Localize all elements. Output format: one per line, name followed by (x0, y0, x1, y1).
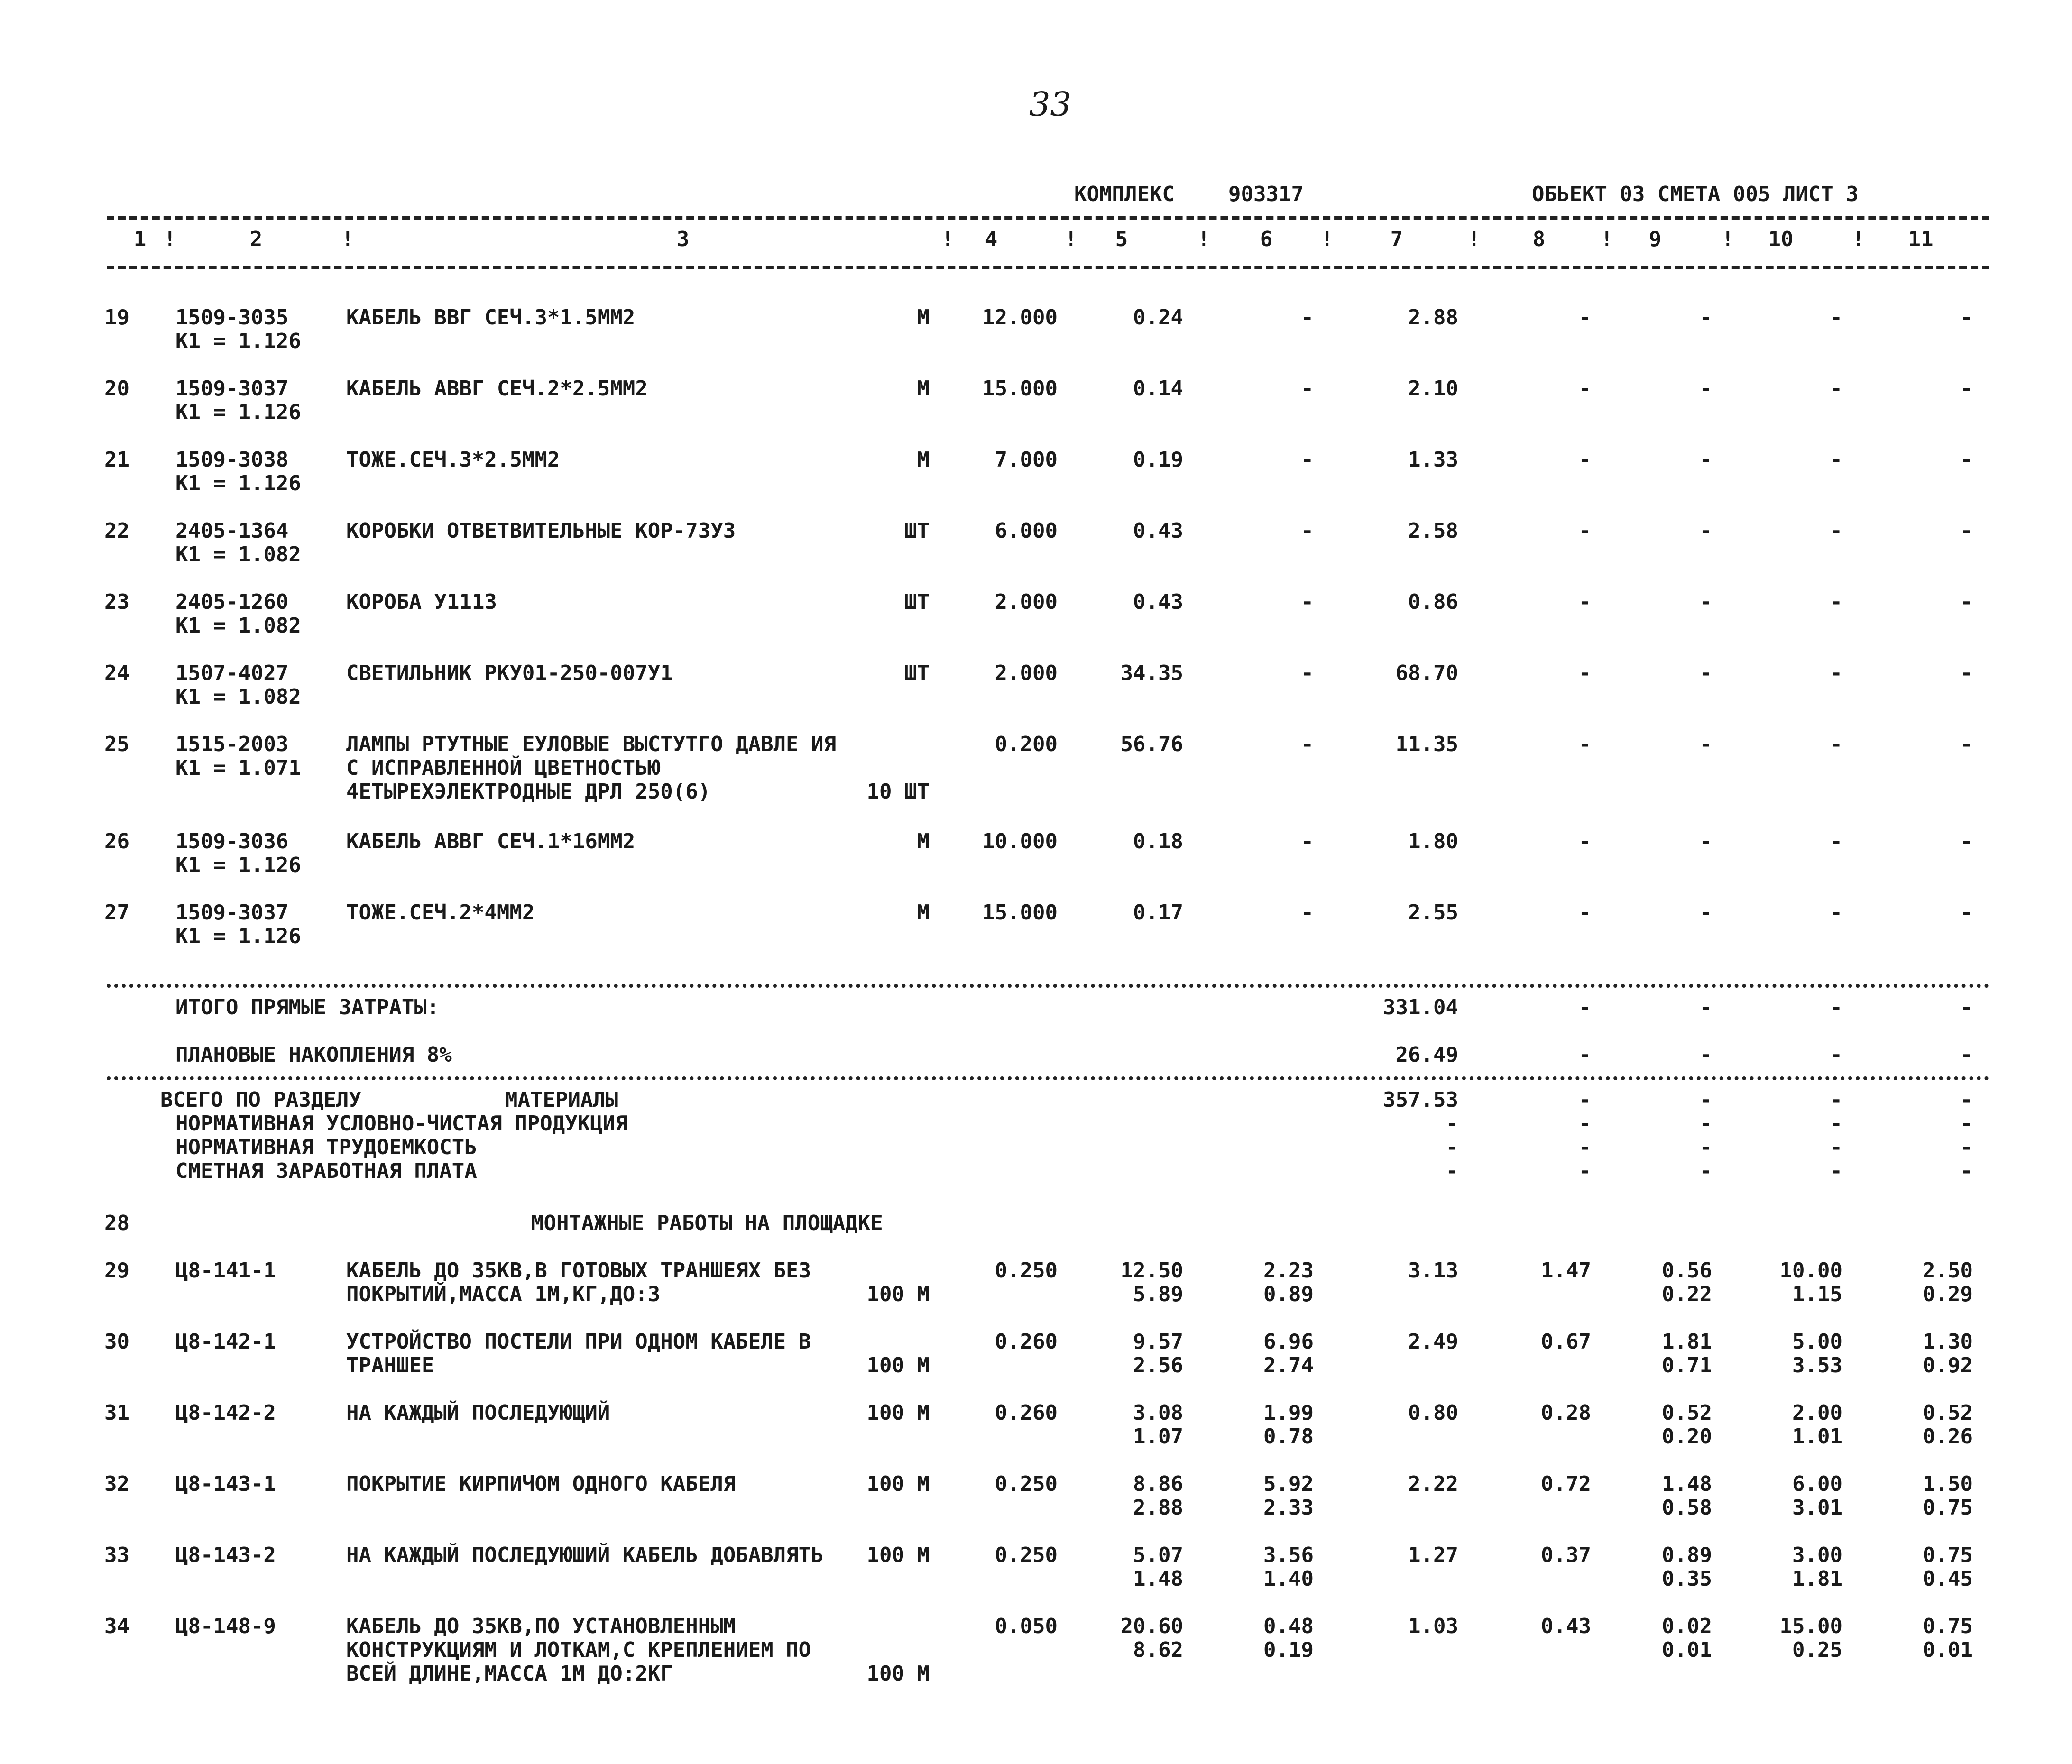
item-row-23-c7: 0.86 (1408, 590, 1458, 614)
total-planned-c9: - (1699, 1043, 1712, 1067)
work-row-34-c5: 20.60 (1120, 1614, 1183, 1638)
work-row-32-c9: 0.58 (1662, 1496, 1712, 1520)
work-row-34-c9: 0.01 (1662, 1638, 1712, 1662)
work-row-33-c4: 0.250 (995, 1543, 1058, 1567)
section-subtotal-2-c8: - (1578, 1135, 1591, 1159)
item-row-22-c7: 2.58 (1408, 519, 1458, 543)
item-row-23-c9: - (1699, 590, 1712, 614)
work-row-33-c9: 0.35 (1662, 1567, 1712, 1591)
item-row-27-c9: - (1699, 900, 1712, 925)
item-row-19-description: КАБЕЛЬ ВВГ СЕЧ.3*1.5ММ2 (346, 305, 635, 330)
work-row-31-c5: 1.07 (1133, 1424, 1183, 1449)
item-row-27-unit: М (917, 900, 930, 925)
work-row-34-c11: 0.75 (1923, 1614, 1973, 1638)
work-row-29-unit: 100 М (866, 1282, 930, 1306)
item-row-25-code: 1515-2003 (175, 732, 289, 756)
column-header-4: 4 (985, 227, 998, 251)
work-row-32-unit: 100 М (866, 1472, 930, 1496)
item-row-19-c9: - (1699, 305, 1712, 330)
work-row-33-c11: 0.75 (1923, 1543, 1973, 1567)
item-row-22-c11: - (1960, 519, 1973, 543)
work-row-31-c4: 0.260 (995, 1401, 1058, 1425)
total-planned-c11: - (1960, 1043, 1973, 1067)
complex-number: 903317 (1228, 182, 1304, 206)
header-rule-top (107, 216, 1989, 220)
column-separator: ! (1852, 227, 1865, 251)
column-header-7: 7 (1390, 227, 1403, 251)
item-row-26-unit: М (917, 829, 930, 854)
work-row-32-code: Ц8-143-1 (175, 1472, 276, 1496)
work-row-32-c9: 1.48 (1662, 1472, 1712, 1496)
total-direct-c7: 331.04 (1383, 995, 1458, 1020)
item-row-22-unit: ШТ (904, 519, 930, 543)
work-row-31-code: Ц8-142-2 (175, 1401, 276, 1425)
work-row-30-c11: 0.92 (1923, 1353, 1973, 1378)
total-direct-c11: - (1960, 995, 1973, 1020)
item-row-22-number: 22 (104, 519, 129, 543)
section-subtotal-1-c7: - (1446, 1112, 1458, 1136)
item-row-21-description: ТОЖЕ.СЕЧ.3*2.5ММ2 (346, 448, 560, 472)
work-row-29-c10: 10.00 (1779, 1259, 1842, 1283)
column-header-9: 9 (1648, 227, 1662, 251)
item-row-25-c10: - (1830, 732, 1842, 756)
section-subtotal-3-c8: - (1578, 1159, 1591, 1183)
work-row-31-c10: 2.00 (1792, 1401, 1842, 1425)
section-subtotal-3-label: СМЕТНАЯ ЗАРАБОТНАЯ ПЛАТА (175, 1159, 477, 1183)
work-row-33-c7: 1.27 (1408, 1543, 1458, 1567)
column-separator: ! (1468, 227, 1481, 251)
work-row-32-c4: 0.250 (995, 1472, 1058, 1496)
item-row-24-coefficient: K1 = 1.082 (175, 685, 301, 709)
item-row-25-number: 25 (104, 732, 129, 756)
work-row-34-c6: 0.48 (1263, 1614, 1314, 1638)
item-row-23-number: 23 (104, 590, 129, 614)
item-row-26-c6: - (1301, 829, 1314, 854)
item-row-27-c6: - (1301, 900, 1314, 925)
item-row-23-coefficient: K1 = 1.082 (175, 614, 301, 638)
item-row-23-c6: - (1301, 590, 1314, 614)
work-row-32-c7: 2.22 (1408, 1472, 1458, 1496)
item-row-25-coefficient: K1 = 1.071 (175, 756, 301, 780)
work-row-31-c5: 3.08 (1133, 1401, 1183, 1425)
item-row-27-code: 1509-3037 (175, 900, 289, 925)
item-row-20-c4: 15.000 (982, 377, 1058, 401)
item-row-26-number: 26 (104, 829, 129, 854)
work-row-30-c6: 2.74 (1263, 1353, 1314, 1378)
item-row-22-c6: - (1301, 519, 1314, 543)
work-row-30-c5: 9.57 (1133, 1330, 1183, 1354)
work-row-32-number: 32 (104, 1472, 129, 1496)
column-header-10: 10 (1768, 227, 1794, 251)
work-row-32-description: ПОКРЫТИЕ КИРПИЧОМ ОДНОГО КАБЕЛЯ (346, 1472, 736, 1496)
work-row-33-c11: 0.45 (1923, 1567, 1973, 1591)
work-row-29-number: 29 (104, 1259, 129, 1283)
work-row-32-c10: 3.01 (1792, 1496, 1842, 1520)
total-planned-label: ПЛАНОВЫЕ НАКОПЛЕНИЯ 8% (175, 1043, 452, 1067)
total-planned-c10: - (1830, 1043, 1842, 1067)
column-separator: ! (1601, 227, 1613, 251)
item-row-21-unit: М (917, 448, 930, 472)
total-direct-c9: - (1699, 995, 1712, 1020)
item-row-19-c7: 2.88 (1408, 305, 1458, 330)
work-row-30-c6: 6.96 (1263, 1330, 1314, 1354)
section-total-c8: - (1578, 1088, 1591, 1112)
work-row-30-c9: 0.71 (1662, 1353, 1712, 1378)
work-row-31-c11: 0.52 (1923, 1401, 1973, 1425)
item-row-21-c5: 0.19 (1133, 448, 1183, 472)
work-row-29-c9: 0.22 (1662, 1282, 1712, 1306)
item-row-23-description: КОРОБА У1113 (346, 590, 497, 614)
work-row-31-c9: 0.20 (1662, 1424, 1712, 1449)
item-row-22-description: КОРОБКИ ОТВЕТВИТЕЛЬНЫЕ КОР-73У3 (346, 519, 736, 543)
column-header-2: 2 (249, 227, 263, 251)
section-subtotal-3-c11: - (1960, 1159, 1973, 1183)
item-row-20-c7: 2.10 (1408, 377, 1458, 401)
work-row-30-c10: 5.00 (1792, 1330, 1842, 1354)
work-row-33-c10: 3.00 (1792, 1543, 1842, 1567)
item-row-23-c11: - (1960, 590, 1973, 614)
item-row-22-c4: 6.000 (995, 519, 1058, 543)
item-row-22-c9: - (1699, 519, 1712, 543)
item-row-19-c4: 12.000 (982, 305, 1058, 330)
item-row-24-c7: 68.70 (1395, 661, 1458, 685)
work-row-32-c5: 8.86 (1133, 1472, 1183, 1496)
item-row-26-c11: - (1960, 829, 1973, 854)
work-row-33-number: 33 (104, 1543, 129, 1567)
item-row-21-c7: 1.33 (1408, 448, 1458, 472)
work-row-32-c6: 5.92 (1263, 1472, 1314, 1496)
work-row-29-description: ПОКРЫТИЙ,МАССА 1М,КГ,ДО:3 (346, 1282, 661, 1306)
section-subtotal-1-c10: - (1830, 1112, 1842, 1136)
item-row-27-c11: - (1960, 900, 1973, 925)
item-row-23-c4: 2.000 (995, 590, 1058, 614)
item-row-22-code: 2405-1364 (175, 519, 289, 543)
item-row-23-c10: - (1830, 590, 1842, 614)
item-row-19-c6: - (1301, 305, 1314, 330)
item-row-26-coefficient: K1 = 1.126 (175, 853, 301, 877)
column-header-5: 5 (1115, 227, 1128, 251)
item-row-27-c5: 0.17 (1133, 900, 1183, 925)
item-row-26-description: КАБЕЛЬ АВВГ СЕЧ.1*16ММ2 (346, 829, 635, 854)
item-row-20-c9: - (1699, 377, 1712, 401)
totals-rule-top (107, 984, 1989, 988)
item-row-21-c8: - (1578, 448, 1591, 472)
item-row-21-c10: - (1830, 448, 1842, 472)
work-row-32-c5: 2.88 (1133, 1496, 1183, 1520)
item-row-20-c5: 0.14 (1133, 377, 1183, 401)
item-row-22-c8: - (1578, 519, 1591, 543)
work-row-34-c5: 8.62 (1133, 1638, 1183, 1662)
work-row-34-c6: 0.19 (1263, 1638, 1314, 1662)
work-row-31-c7: 0.80 (1408, 1401, 1458, 1425)
item-row-23-c5: 0.43 (1133, 590, 1183, 614)
work-row-31-unit: 100 М (866, 1401, 930, 1425)
item-row-25-c8: - (1578, 732, 1591, 756)
item-row-20-c11: - (1960, 377, 1973, 401)
work-row-30-c4: 0.260 (995, 1330, 1058, 1354)
work-row-32-c6: 2.33 (1263, 1496, 1314, 1520)
work-row-34-description: КАБЕЛЬ ДО 35КВ,ПО УСТАНОВЛЕННЫМ (346, 1614, 736, 1638)
item-row-19-c5: 0.24 (1133, 305, 1183, 330)
work-row-29-c5: 12.50 (1120, 1259, 1183, 1283)
work-row-31-c11: 0.26 (1923, 1424, 1973, 1449)
section-subtotal-1-c9: - (1699, 1112, 1712, 1136)
item-row-20-c10: - (1830, 377, 1842, 401)
item-row-24-code: 1507-4027 (175, 661, 289, 685)
object-info: ОБЬЕКТ 03 СМЕТА 005 ЛИСТ 3 (1532, 182, 1859, 206)
work-row-32-c11: 0.75 (1923, 1496, 1973, 1520)
item-row-21-c9: - (1699, 448, 1712, 472)
column-header-8: 8 (1532, 227, 1546, 251)
section-total-label: ВСЕГО ПО РАЗДЕЛУ (160, 1088, 361, 1112)
section-subtotal-2-c7: - (1446, 1135, 1458, 1159)
item-row-20-unit: М (917, 377, 930, 401)
work-row-34-code: Ц8-148-9 (175, 1614, 276, 1638)
work-row-33-c8: 0.37 (1541, 1543, 1591, 1567)
item-row-25-c11: - (1960, 732, 1973, 756)
total-planned-c7: 26.49 (1395, 1043, 1458, 1067)
work-row-33-c6: 1.40 (1263, 1567, 1314, 1591)
item-row-19-coefficient: K1 = 1.126 (175, 329, 301, 353)
item-row-24-c8: - (1578, 661, 1591, 685)
complex-label: КОМПЛЕКС (1074, 182, 1175, 206)
work-row-30-c5: 2.56 (1133, 1353, 1183, 1378)
item-row-19-c10: - (1830, 305, 1842, 330)
work-row-31-c8: 0.28 (1541, 1401, 1591, 1425)
item-row-23-c8: - (1578, 590, 1591, 614)
total-direct-c8: - (1578, 995, 1591, 1020)
page-number: 33 (1029, 85, 1072, 124)
item-row-27-c10: - (1830, 900, 1842, 925)
column-separator: ! (1065, 227, 1077, 251)
column-separator: ! (1722, 227, 1734, 251)
item-row-26-c7: 1.80 (1408, 829, 1458, 854)
item-row-21-c11: - (1960, 448, 1973, 472)
item-row-21-coefficient: K1 = 1.126 (175, 471, 301, 496)
item-row-24-c4: 2.000 (995, 661, 1058, 685)
work-row-34-unit: 100 М (866, 1662, 930, 1686)
item-row-21-code: 1509-3038 (175, 448, 289, 472)
work-row-33-c5: 1.48 (1133, 1567, 1183, 1591)
section-total-c11: - (1960, 1088, 1973, 1112)
work-row-34-description: ВСЕЙ ДЛИНЕ,МАССА 1М ДО:2КГ (346, 1662, 673, 1686)
work-row-29-c11: 2.50 (1923, 1259, 1973, 1283)
work-row-30-description: УСТРОЙСТВО ПОСТЕЛИ ПРИ ОДНОМ КАБЕЛЕ В (346, 1330, 811, 1354)
section-subtotal-3-c9: - (1699, 1159, 1712, 1183)
work-row-33-c10: 1.81 (1792, 1567, 1842, 1591)
item-row-26-c8: - (1578, 829, 1591, 854)
item-row-27-c4: 15.000 (982, 900, 1058, 925)
section-total-c7: 357.53 (1383, 1088, 1458, 1112)
section-subtotal-3-c7: - (1446, 1159, 1458, 1183)
column-separator: ! (164, 227, 176, 251)
work-row-34-c7: 1.03 (1408, 1614, 1458, 1638)
section-subtotal-2-label: НОРМАТИВНАЯ ТРУДОЕМКОСТЬ (175, 1135, 477, 1159)
work-row-30-number: 30 (104, 1330, 129, 1354)
item-row-23-code: 2405-1260 (175, 590, 289, 614)
item-row-26-code: 1509-3036 (175, 829, 289, 854)
section-total-c10: - (1830, 1088, 1842, 1112)
item-row-24-c5: 34.35 (1120, 661, 1183, 685)
item-row-24-unit: ШТ (904, 661, 930, 685)
column-separator: ! (341, 227, 354, 251)
work-row-29-code: Ц8-141-1 (175, 1259, 276, 1283)
column-header-3: 3 (676, 227, 690, 251)
section-subtotal-2-c9: - (1699, 1135, 1712, 1159)
work-row-31-c10: 1.01 (1792, 1424, 1842, 1449)
item-row-22-c5: 0.43 (1133, 519, 1183, 543)
work-row-29-c10: 1.15 (1792, 1282, 1842, 1306)
item-row-22-coefficient: K1 = 1.082 (175, 542, 301, 567)
work-row-34-c8: 0.43 (1541, 1614, 1591, 1638)
item-row-19-number: 19 (104, 305, 129, 330)
item-row-20-description: КАБЕЛЬ АВВГ СЕЧ.2*2.5ММ2 (346, 377, 648, 401)
work-row-30-c7: 2.49 (1408, 1330, 1458, 1354)
item-row-24-number: 24 (104, 661, 129, 685)
work-row-32-c11: 1.50 (1923, 1472, 1973, 1496)
work-row-30-c8: 0.67 (1541, 1330, 1591, 1354)
item-row-27-c8: - (1578, 900, 1591, 925)
item-row-21-c4: 7.000 (995, 448, 1058, 472)
work-row-29-c4: 0.250 (995, 1259, 1058, 1283)
work-row-31-c6: 1.99 (1263, 1401, 1314, 1425)
section-subtotal-2-c10: - (1830, 1135, 1842, 1159)
item-row-21-number: 21 (104, 448, 129, 472)
work-row-29-c6: 2.23 (1263, 1259, 1314, 1283)
section-subtotal-3-c10: - (1830, 1159, 1842, 1183)
work-row-30-unit: 100 М (866, 1353, 930, 1378)
work-row-33-c9: 0.89 (1662, 1543, 1712, 1567)
work-row-34-c10: 0.25 (1792, 1638, 1842, 1662)
item-row-24-c9: - (1699, 661, 1712, 685)
item-row-19-unit: М (917, 305, 930, 330)
item-row-24-c6: - (1301, 661, 1314, 685)
work-row-32-c8: 0.72 (1541, 1472, 1591, 1496)
section-total-c9: - (1699, 1088, 1712, 1112)
section-subtotal-2-c11: - (1960, 1135, 1973, 1159)
work-row-31-c9: 0.52 (1662, 1401, 1712, 1425)
item-row-25-description: ЛАМПЫ РТУТНЫЕ ЕУЛОВЫЕ ВЫСТУТГО ДАВЛЕ ИЯ (346, 732, 837, 756)
total-direct-c10: - (1830, 995, 1842, 1020)
item-row-23-unit: ШТ (904, 590, 930, 614)
work-row-34-c4: 0.050 (995, 1614, 1058, 1638)
column-header-6: 6 (1260, 227, 1273, 251)
item-row-27-description: ТОЖЕ.СЕЧ.2*4ММ2 (346, 900, 535, 925)
work-row-33-unit: 100 М (866, 1543, 930, 1567)
column-header-1: 1 (133, 227, 147, 251)
column-separator: ! (941, 227, 954, 251)
item-row-27-coefficient: K1 = 1.126 (175, 924, 301, 948)
work-row-33-description: НА КАЖДЫЙ ПОСЛЕДУЮШИЙ КАБЕЛЬ ДОБАВЛЯТЬ (346, 1543, 824, 1567)
work-row-30-c11: 1.30 (1923, 1330, 1973, 1354)
work-row-34-c10: 15.00 (1779, 1614, 1842, 1638)
work-row-29-c9: 0.56 (1662, 1259, 1712, 1283)
work-row-30-c10: 3.53 (1792, 1353, 1842, 1378)
work-row-30-description: ТРАНШЕЕ (346, 1353, 434, 1378)
work-row-33-c5: 5.07 (1133, 1543, 1183, 1567)
work-row-33-code: Ц8-143-2 (175, 1543, 276, 1567)
item-row-24-c10: - (1830, 661, 1842, 685)
item-row-20-coefficient: K1 = 1.126 (175, 400, 301, 424)
work-row-33-c6: 3.56 (1263, 1543, 1314, 1567)
column-header-11: 11 (1908, 227, 1934, 251)
item-row-24-description: СВЕТИЛЬНИК РКУ01-250-007У1 (346, 661, 673, 685)
work-row-29-description: КАБЕЛЬ ДО 35КВ,В ГОТОВЫХ ТРАНШЕЯХ БЕЗ (346, 1259, 811, 1283)
item-row-27-c7: 2.55 (1408, 900, 1458, 925)
column-separator: ! (1197, 227, 1210, 251)
totals-rule-bottom (107, 1076, 1989, 1080)
item-row-26-c4: 10.000 (982, 829, 1058, 854)
item-row-20-c6: - (1301, 377, 1314, 401)
item-row-27-number: 27 (104, 900, 129, 925)
item-row-19-c11: - (1960, 305, 1973, 330)
section-subtotal-1-c8: - (1578, 1112, 1591, 1136)
section-subtotal-1-label: НОРМАТИВНАЯ УСЛОВНО-ЧИСТАЯ ПРОДУКЦИЯ (175, 1112, 628, 1136)
work-row-34-c11: 0.01 (1923, 1638, 1973, 1662)
item-row-25-c6: - (1301, 732, 1314, 756)
work-row-34-number: 34 (104, 1614, 129, 1638)
item-row-22-c10: - (1830, 519, 1842, 543)
work-row-34-description: КОНСТРУКЦИЯМ И ЛОТКАМ,С КРЕПЛЕНИЕМ ПО (346, 1638, 811, 1662)
item-row-26-c9: - (1699, 829, 1712, 854)
item-row-19-c8: - (1578, 305, 1591, 330)
work-row-29-c11: 0.29 (1923, 1282, 1973, 1306)
item-row-20-c8: - (1578, 377, 1591, 401)
item-row-26-c5: 0.18 (1133, 829, 1183, 854)
work-row-29-c8: 1.47 (1541, 1259, 1591, 1283)
work-row-30-c9: 1.81 (1662, 1330, 1712, 1354)
column-separator: ! (1321, 227, 1334, 251)
item-row-25-description: 4ЕТЫРЕХЭЛЕКТРОДНЫЕ ДРЛ 250(6) (346, 780, 711, 804)
work-row-29-c5: 5.89 (1133, 1282, 1183, 1306)
work-row-29-c6: 0.89 (1263, 1282, 1314, 1306)
work-row-29-c7: 3.13 (1408, 1259, 1458, 1283)
work-row-31-c6: 0.78 (1263, 1424, 1314, 1449)
section-28-title: МОНТАЖНЫЕ РАБОТЫ НА ПЛОЩАДКЕ (531, 1211, 883, 1235)
item-row-20-code: 1509-3037 (175, 377, 289, 401)
total-direct-label: ИТОГО ПРЯМЫЕ ЗАТРАТЫ: (175, 995, 440, 1020)
work-row-34-c9: 0.02 (1662, 1614, 1712, 1638)
total-planned-c8: - (1578, 1043, 1591, 1067)
item-row-25-c5: 56.76 (1120, 732, 1183, 756)
item-row-25-c7: 11.35 (1395, 732, 1458, 756)
item-row-24-c11: - (1960, 661, 1973, 685)
item-row-25-unit: 10 ШТ (866, 780, 930, 804)
item-row-25-c9: - (1699, 732, 1712, 756)
item-row-21-c6: - (1301, 448, 1314, 472)
section-28-number: 28 (104, 1211, 129, 1235)
work-row-30-code: Ц8-142-1 (175, 1330, 276, 1354)
work-row-32-c10: 6.00 (1792, 1472, 1842, 1496)
work-row-31-number: 31 (104, 1401, 129, 1425)
section-subtotal-1-c11: - (1960, 1112, 1973, 1136)
item-row-25-c4: 0.200 (995, 732, 1058, 756)
header-rule-bottom (107, 266, 1989, 269)
work-row-31-description: НА КАЖДЫЙ ПОСЛЕДУЮЩИЙ (346, 1401, 610, 1425)
item-row-25-description: С ИСПРАВЛЕННОЙ ЦВЕТНОСТЬЮ (346, 756, 661, 780)
item-row-19-code: 1509-3035 (175, 305, 289, 330)
item-row-26-c10: - (1830, 829, 1842, 854)
section-total-name: МАТЕРИАЛЫ (505, 1088, 618, 1112)
item-row-20-number: 20 (104, 377, 129, 401)
